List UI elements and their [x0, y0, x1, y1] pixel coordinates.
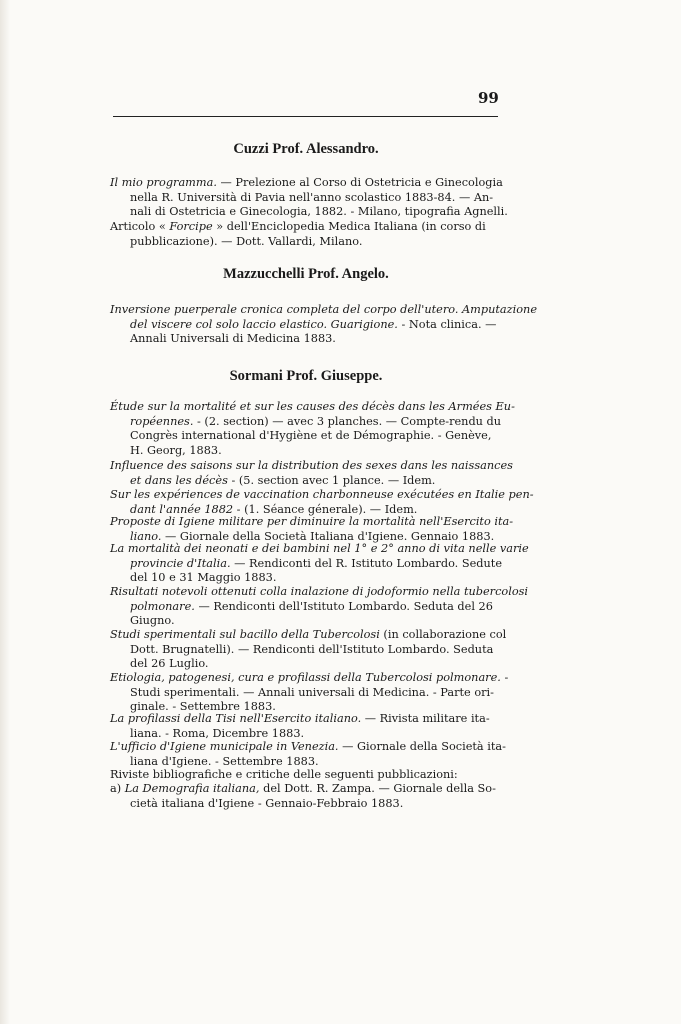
section-heading-sormani: Sormani Prof. Giuseppe. — [229, 368, 383, 384]
italic-title: Inversione puerperale cronica completa del corpo dell'utero. Amputazione — [110, 303, 537, 316]
entry-text: del 10 e 31 Maggio 1883. — [130, 571, 277, 585]
entry-line — [110, 542, 529, 557]
entry-text: H. Georg, 1883. — [130, 443, 222, 457]
entry-line — [110, 768, 502, 783]
italic-title: Étude sur la mortalité et sur les causes des décès dans les Armées Eu- — [110, 400, 515, 413]
italic-title: Risultati notevoli ottenuti colla inalazione di jodoformio nella tubercolosi — [110, 585, 529, 598]
entry-line — [110, 740, 506, 755]
entry-text: - (1. Séance génerale). — Idem. — [233, 502, 418, 516]
entry-line — [110, 235, 502, 250]
entry-text: nella R. Università di Pavia nell'anno scolastico 1883-84. — An- — [130, 190, 494, 204]
italic-title: ropéennes. — [130, 414, 194, 428]
entry-text: — Rendiconti dell'Istituto Lombardo. Seduta del 26 — [194, 599, 493, 613]
entry-text: Articolo « — [110, 220, 170, 233]
entry-text: Studi sperimentali. — Annali universali di Medicina. - Parte ori- — [130, 685, 494, 699]
italic-title: Influence des saisons sur la distribution des sexes dans les naissances — [110, 459, 513, 472]
entry-text: — Giornale della Società ita- — [338, 740, 506, 753]
entry — [110, 220, 502, 249]
entry-text: pubblicazione). — Dott. Vallardi, Milano. — [130, 234, 363, 248]
entry-line — [110, 600, 502, 615]
entry-text: » dell'Enciclopedia Medica Italiana (in corso di — [212, 220, 486, 233]
entry-line — [110, 205, 508, 220]
entry — [110, 768, 502, 783]
entry-line — [110, 657, 502, 672]
entry-text: nali di Ostetricia e Ginecologia, 1882. - Milano, tipografia Agnelli. — [130, 205, 508, 219]
entry-line — [110, 415, 502, 430]
entry-line — [110, 643, 502, 658]
italic-title: et dans les décès — [130, 473, 228, 487]
entry-line — [110, 727, 502, 742]
entry-text: — Rendiconti del R. Istituto Lombardo. Sedute — [230, 556, 503, 570]
entry-line — [110, 686, 502, 701]
entry-line — [110, 488, 534, 503]
entry — [110, 740, 506, 769]
binding-edge — [0, 0, 10, 1024]
entry — [110, 712, 502, 741]
italic-title: provincie d'Italia. — [130, 556, 231, 570]
entry-line — [110, 444, 502, 459]
entry-line — [110, 176, 502, 191]
entry-text: — Giornale della Società Italiana d'Igiene. Gennaio 1883. — [161, 529, 495, 543]
entry-text: del Dott. R. Zampa. — Giornale della So- — [259, 782, 496, 795]
page-number: 99 — [478, 89, 499, 107]
entry-text: a) — [110, 782, 125, 795]
entry-line — [110, 628, 507, 643]
italic-title: polmonare. — [130, 599, 195, 613]
entry-line — [110, 318, 502, 333]
italic-title: Etiologia, patogenesi, cura e profilassi della Tubercolosi polmonare. — [110, 671, 501, 684]
italic-title: La Demografia italiana, — [124, 782, 260, 795]
entry — [110, 782, 502, 811]
entry — [110, 628, 507, 672]
entry-line — [110, 614, 502, 629]
section-heading-cuzzi: Cuzzi Prof. Alessandro. — [233, 141, 379, 157]
italic-title: dant l'année 1882 — [130, 502, 234, 516]
section-heading-mazzucchelli: Mazzucchelli Prof. Angelo. — [223, 266, 389, 282]
entry-text: - — [500, 671, 509, 684]
entry-text: (in collaborazione col — [379, 628, 507, 641]
entry — [110, 542, 529, 586]
entry-text: cietà italiana d'Igiene - Gennaio-Febbraio 1883. — [130, 796, 404, 810]
entry-line — [110, 712, 502, 727]
header-rule — [113, 116, 498, 117]
italic-title: Forcipe — [169, 220, 213, 233]
entry-line — [110, 585, 529, 600]
entry-text: - (5. section avec 1 plance. — Idem. — [227, 473, 436, 487]
entry-line — [110, 191, 502, 206]
entry-text: - Nota clinica. — — [397, 317, 497, 331]
italic-title: La mortalità dei neonati e dei bambini nel 1° e 2° anno di vita nelle varie — [110, 542, 529, 555]
entry-text: — Prelezione al Corso di Ostetricia e Ginecologia — [216, 176, 503, 189]
entry-text: Congrès international d'Hygiène et de Démographie. - Genève, — [130, 429, 492, 443]
entry-line — [110, 459, 513, 474]
entry — [110, 671, 509, 715]
entry-text: Giugno. — [130, 614, 175, 628]
entry-line — [110, 474, 502, 489]
entry-text: Riviste bibliografiche e critiche delle seguenti pubblicazioni: — [110, 768, 458, 781]
entry-line — [110, 220, 502, 235]
entry-line — [110, 782, 502, 797]
entry-line — [110, 332, 502, 347]
entry-text: ginale. - Settembre 1883. — [130, 700, 276, 714]
entry — [110, 585, 529, 629]
italic-title: Proposte di Igiene militare per diminuire la mortalità nell'Esercito ita- — [110, 515, 514, 528]
entry-line — [110, 755, 502, 770]
entry-line — [110, 429, 502, 444]
entry — [110, 176, 508, 220]
entry — [110, 303, 537, 347]
entry — [110, 459, 513, 488]
entry-text: — Rivista militare ita- — [361, 712, 490, 725]
italic-title: Il mio programma. — [110, 176, 217, 189]
entry-line — [110, 557, 502, 572]
entry-text: liana. - Roma, Dicembre 1883. — [130, 726, 305, 740]
entry-line — [110, 303, 537, 318]
entry-line — [110, 400, 515, 415]
entry-text: liana d'Igiene. - Settembre 1883. — [130, 754, 319, 768]
entry-line — [110, 797, 502, 812]
italic-title: Sur les expériences de vaccination charbonneuse exécutées en Italie pen- — [110, 488, 534, 501]
italic-title: liano. — [130, 529, 162, 543]
entry-text: - (2. section) — avec 3 planches. — Compte-rendu du — [193, 414, 502, 428]
entry-line — [110, 515, 514, 530]
entry — [110, 488, 534, 517]
italic-title: La profilassi della Tisi nell'Esercito italiano. — [110, 712, 362, 725]
entry-text: Dott. Brugnatelli). — Rendiconti dell'Istituto Lombardo. Seduta — [130, 642, 494, 656]
entry-text: del 26 Luglio. — [130, 657, 209, 671]
italic-title: del viscere col solo laccio elastico. Guarigione. — [130, 317, 398, 331]
italic-title: Studi sperimentali sul bacillo della Tubercolosi — [110, 628, 380, 641]
italic-title: L'ufficio d'Igiene municipale in Venezia. — [110, 740, 339, 753]
entry — [110, 515, 514, 544]
entry-text: Annali Universali di Medicina 1883. — [130, 332, 336, 346]
entry-line — [110, 671, 509, 686]
entry-line — [110, 571, 502, 586]
entry — [110, 400, 515, 458]
